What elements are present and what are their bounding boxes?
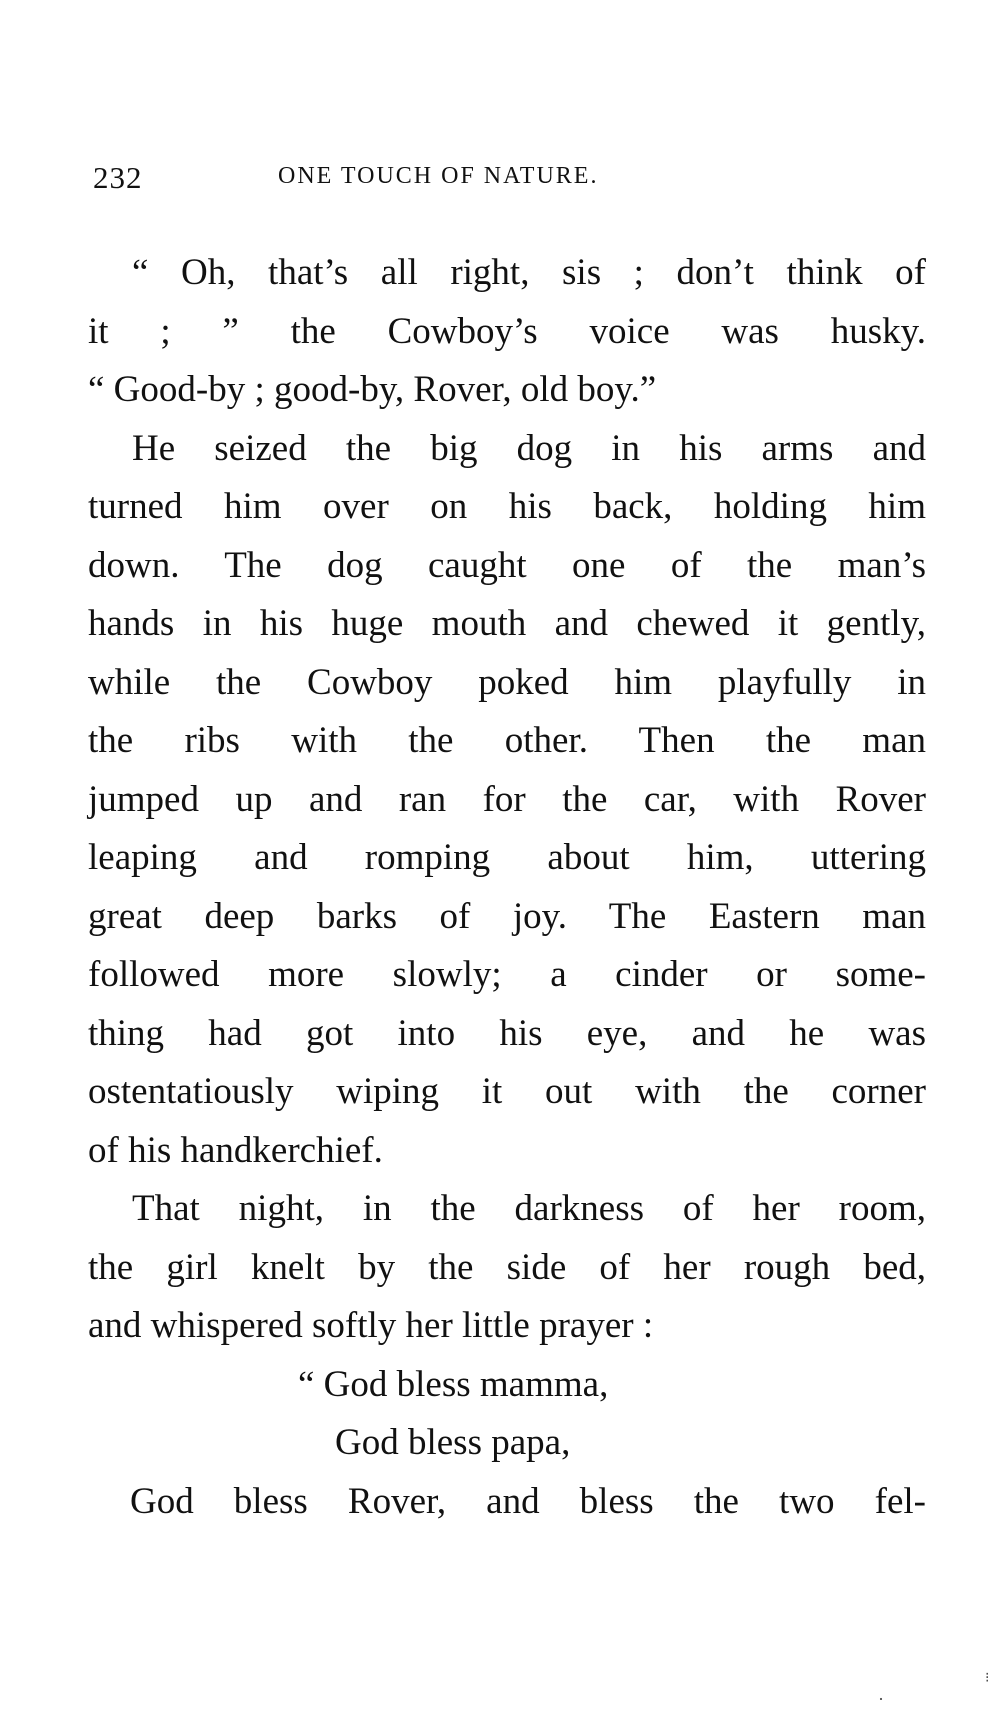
page-number: 232	[93, 160, 143, 195]
prayer-verse	[88, 1356, 926, 1532]
paragraph-3	[88, 1180, 926, 1356]
text-line: of his handkerchief.	[88, 1129, 383, 1171]
verse-line: God bless Rover, and bless the two fel-	[130, 1480, 926, 1522]
text-line: the girl knelt by the side of her rough bed,	[88, 1246, 926, 1288]
text-line: “ Oh, that’s all right, sis ; don’t think of	[132, 252, 926, 293]
paragraph-2	[88, 420, 926, 1181]
text-line: followed more slowly; a cinder or some-	[88, 954, 926, 995]
text-line: great deep barks of joy. The Eastern man	[88, 895, 926, 937]
text-line: ostentatiously wiping it out with the corner	[88, 1071, 926, 1112]
text-line: turned him over on his back, holding him	[88, 486, 926, 527]
text-line: while the Cowboy poked him playfully in	[88, 661, 926, 703]
text-line: down. The dog caught one of the man’s	[88, 544, 926, 586]
text-line: That night, in the darkness of her room,	[132, 1188, 926, 1229]
paragraph-1	[88, 244, 926, 420]
text-line: thing had got into his eye, and he was	[88, 1012, 926, 1054]
body-text	[88, 244, 926, 1531]
text-line: it ; ” the Cowboy’s voice was husky.	[88, 310, 926, 352]
text-line: hands in his huge mouth and chewed it gently,	[88, 603, 926, 644]
text-line: and whispered softly her little prayer :	[88, 1305, 654, 1346]
text-line: jumped up and ran for the car, with Rover	[88, 778, 926, 820]
page-edge-mark: ⁝	[985, 1671, 990, 1686]
verse-line: “ God bless mamma,	[298, 1363, 609, 1405]
text-line: He seized the big dog in his arms and	[132, 427, 926, 469]
text-line: leaping and romping about him, uttering	[88, 837, 926, 878]
verse-line: God bless papa,	[335, 1422, 571, 1463]
text-line: “ Good-by ; good-by, Rover, old boy.”	[88, 369, 657, 410]
page-header	[88, 160, 828, 200]
text-line: the ribs with the other. Then the man	[88, 720, 926, 761]
running-title: ONE TOUCH OF NATURE.	[278, 163, 599, 189]
print-speck: ·	[878, 1689, 884, 1709]
